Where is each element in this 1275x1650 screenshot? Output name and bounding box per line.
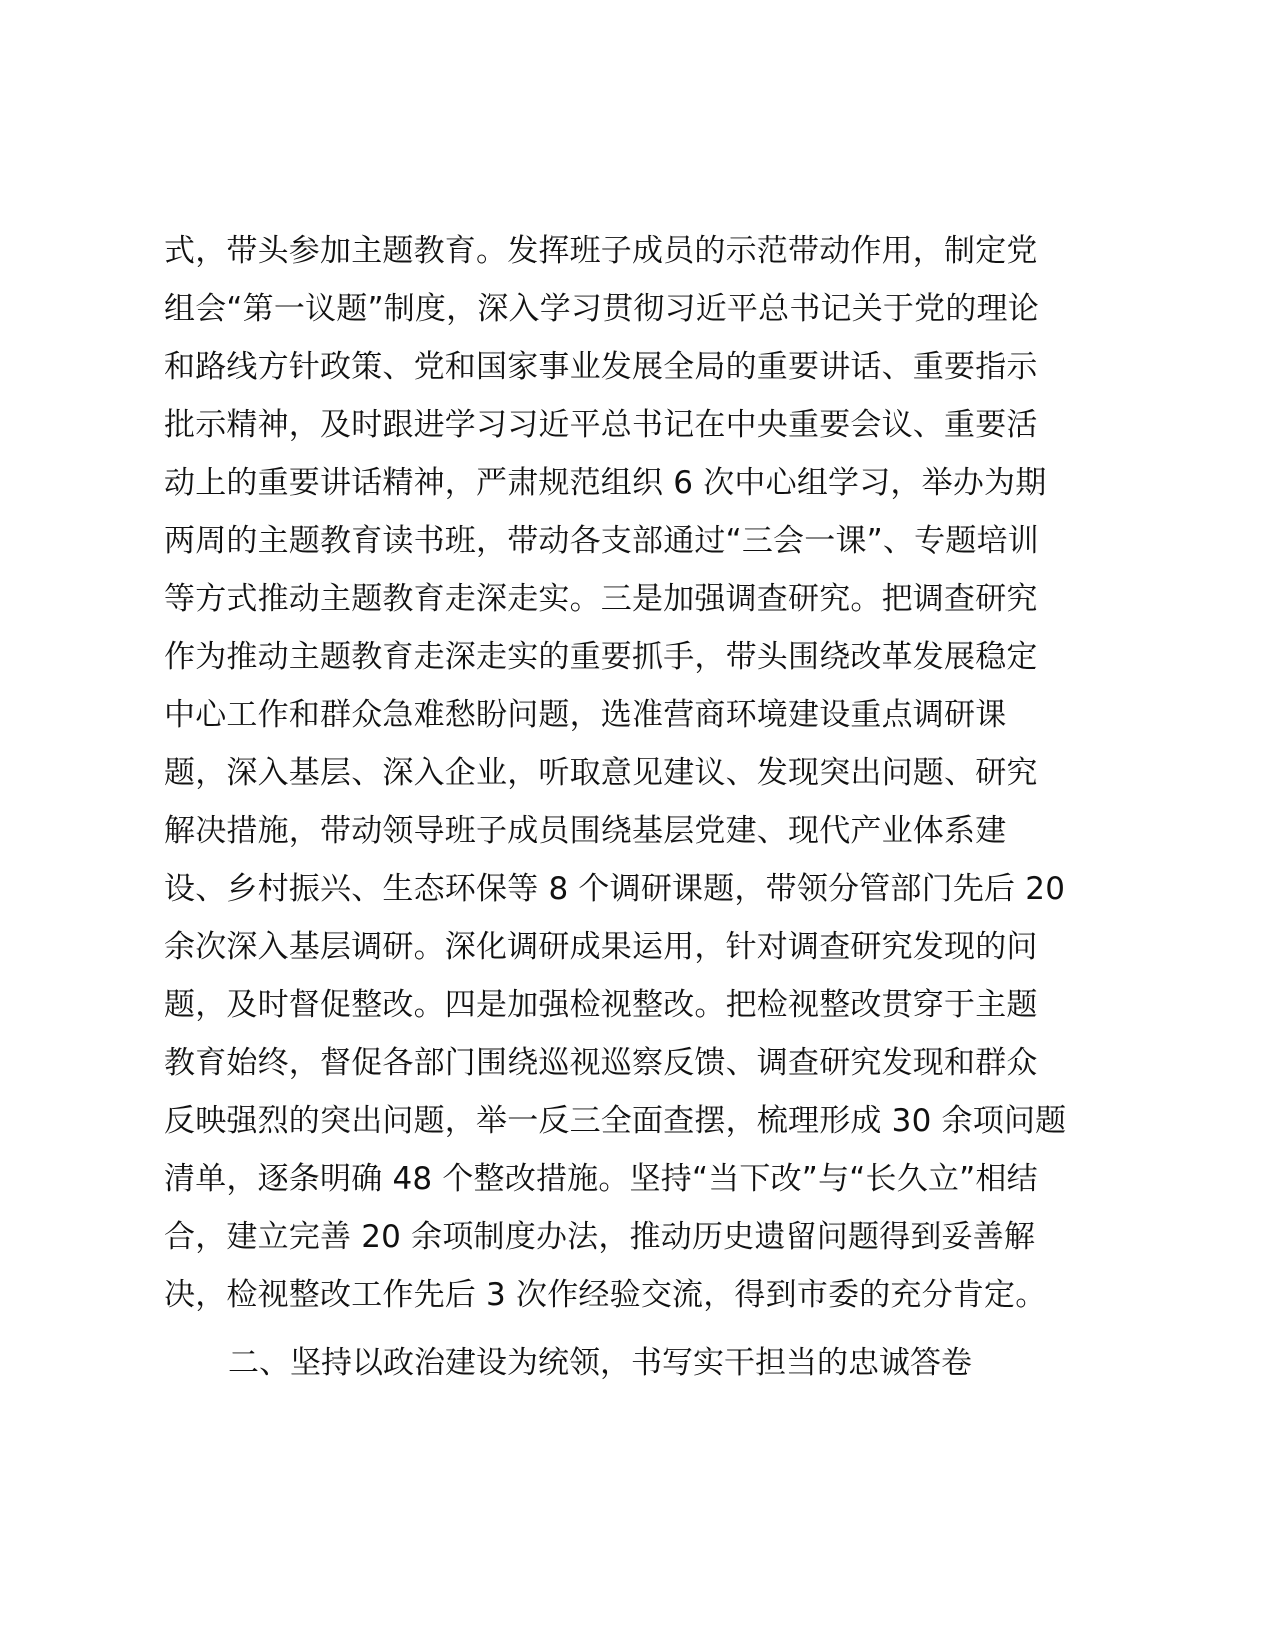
text-line: 题，及时督促整改。四是加强检视整改。把检视整改贯穿于主题 <box>164 987 1038 1023</box>
text-line: 设、乡村振兴、生态环保等 8 个调研课题，带领分管部门先后 20 <box>164 871 1066 907</box>
text-line: 两周的主题教育读书班，带动各支部通过“三会一课”、专题培训 <box>164 523 1039 559</box>
text-line: 批示精神，及时跟进学习习近平总书记在中央重要会议、重要活 <box>164 407 1038 443</box>
text-line: 和路线方针政策、党和国家事业发展全局的重要讲话、重要指示 <box>164 349 1038 385</box>
text-line: 清单，逐条明确 48 个整改措施。坚持“当下改”与“长久立”相结 <box>164 1161 1038 1197</box>
text-line: 反映强烈的突出问题，举一反三全面查摆，梳理形成 30 余项问题 <box>164 1103 1067 1139</box>
text-line: 决，检视整改工作先后 3 次作经验交流，得到市委的充分肯定。 <box>164 1277 1047 1313</box>
text-line: 题，深入基层、深入企业，听取意见建议、发现突出问题、研究 <box>164 755 1038 791</box>
section-heading: 二、坚持以政治建设为统领，书写实干担当的忠诚答卷 <box>228 1345 972 1381</box>
body-paragraph <box>164 222 1124 1324</box>
text-line: 中心工作和群众急难愁盼问题，选准营商环境建设重点调研课 <box>164 697 1007 733</box>
text-line: 合，建立完善 20 余项制度办法，推动历史遗留问题得到妥善解 <box>164 1219 1036 1255</box>
text-line: 等方式推动主题教育走深走实。三是加强调查研究。把调查研究 <box>164 581 1038 617</box>
text-line: 作为推动主题教育走深走实的重要抓手，带头围绕改革发展稳定 <box>164 639 1038 675</box>
text-line: 教育始终，督促各部门围绕巡视巡察反馈、调查研究发现和群众 <box>164 1045 1038 1081</box>
text-line: 解决措施，带动领导班子成员围绕基层党建、现代产业体系建 <box>164 813 1007 849</box>
text-line: 组会“第一议题”制度，深入学习贯彻习近平总书记关于党的理论 <box>164 291 1039 327</box>
text-line: 余次深入基层调研。深化调研成果运用，针对调查研究发现的问 <box>164 929 1038 965</box>
text-line: 动上的重要讲话精神，严肃规范组织 6 次中心组学习，举办为期 <box>164 465 1047 501</box>
text-line: 式，带头参加主题教育。发挥班子成员的示范带动作用，制定党 <box>164 233 1038 269</box>
